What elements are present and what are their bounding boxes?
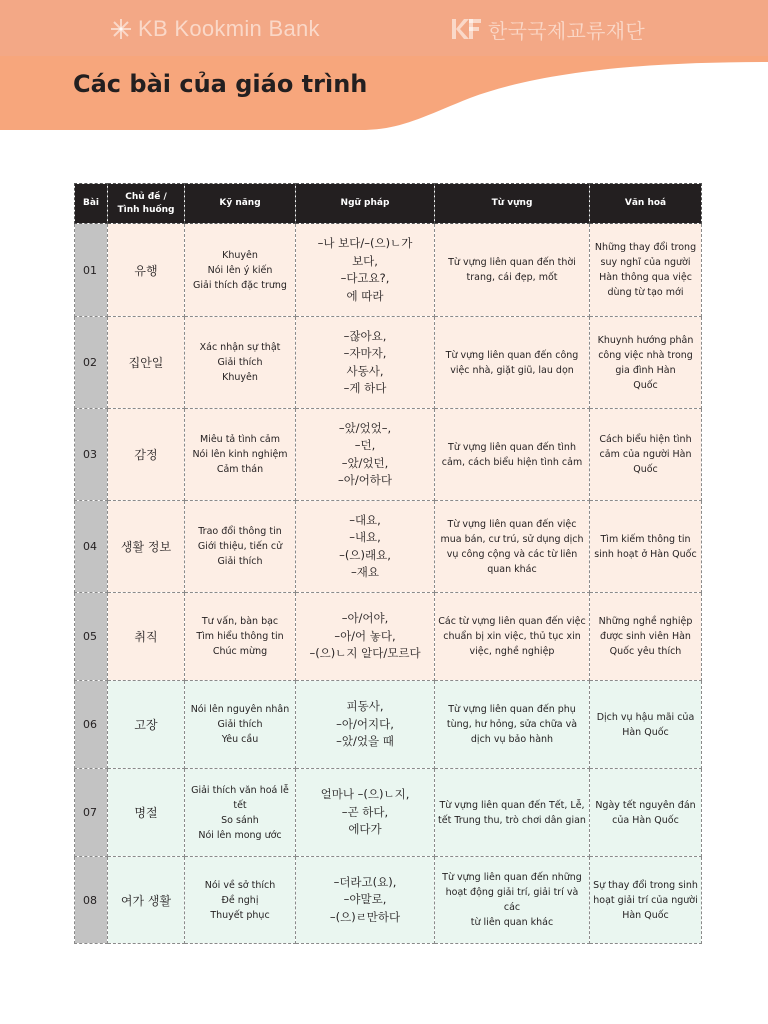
culture-line: gia đình Hàn <box>615 364 676 376</box>
grammar-line: 보다, <box>352 253 378 268</box>
vocab-line: việc nhà, giặt giũ, lau dọn <box>450 364 574 376</box>
kb-kookmin-bank-logo <box>110 14 320 44</box>
skill-line: Nói lên kinh nghiệm <box>192 449 288 460</box>
grammar-line: –아/어지다, <box>336 716 394 731</box>
lesson-vocab <box>435 224 590 317</box>
skill-line: Nói về sở thích <box>204 879 276 891</box>
skill-line: Trao đổi thông tin <box>198 526 282 537</box>
grammar-line: –대요, <box>349 512 381 527</box>
vocab-line: Từ vựng liên quan đến việc <box>447 518 577 530</box>
vocab-line: dịch vụ bảo hành <box>470 734 554 745</box>
vocab-line: Từ vựng liên quan đến những <box>442 872 582 883</box>
vocab-line: từ liên quan khác <box>470 917 554 928</box>
lesson-skills <box>185 224 296 317</box>
lesson-grammar <box>296 681 435 769</box>
grammar-line: –잖아요, <box>343 328 387 343</box>
table-row <box>75 224 702 317</box>
grammar-line: –내요, <box>349 530 381 544</box>
culture-line: suy nghĩ của người <box>600 257 691 268</box>
lesson-skills <box>185 857 296 944</box>
lesson-topic: 고장 <box>108 681 185 769</box>
lesson-skills <box>185 501 296 593</box>
vocab-line: tết Trung thu, trò chơi dân gian <box>438 814 586 826</box>
skill-line: Giới thiệu, tiến cử <box>197 541 283 552</box>
lesson-vocab <box>435 593 590 681</box>
col-culture-header: Văn hoá <box>590 184 702 224</box>
skill-line: Giải thích <box>217 556 263 567</box>
col-lesson-header: Bài <box>75 184 108 224</box>
col-skills-header: Kỹ năng <box>185 184 296 224</box>
table-row <box>75 501 702 593</box>
grammar-line: –(으)래요, <box>339 547 391 562</box>
culture-line: dùng từ tạo mới <box>607 287 684 298</box>
col-topic-header <box>108 184 185 224</box>
lesson-culture <box>590 593 702 681</box>
lesson-topic: 명절 <box>108 769 185 857</box>
lesson-table <box>74 183 702 944</box>
table-header-row <box>75 184 702 224</box>
lesson-number: 06 <box>75 681 108 769</box>
lesson-number: 08 <box>75 857 108 944</box>
lesson-topic: 감정 <box>108 409 185 501</box>
vocab-line: trang, cái đẹp, mốt <box>466 272 558 283</box>
grammar-line: 에다가 <box>348 822 382 837</box>
col-vocab-header: Từ vựng <box>435 184 590 224</box>
vocab-line: mua bán, cư trú, sử dụng dịch <box>440 533 584 545</box>
lesson-culture <box>590 409 702 501</box>
lesson-skills <box>185 593 296 681</box>
grammar-line: –았/었던, <box>341 455 389 470</box>
culture-line: Quốc <box>633 464 658 475</box>
vocab-line: Từ vựng liên quan đến Tết, Lễ, <box>439 799 585 811</box>
skill-line: Cảm thán <box>216 464 264 475</box>
grammar-line: –게 하다 <box>343 381 387 395</box>
table-row <box>75 681 702 769</box>
lesson-topic: 생활 정보 <box>108 501 185 593</box>
lesson-topic: 유행 <box>108 224 185 317</box>
lesson-topic: 취직 <box>108 593 185 681</box>
table-row <box>75 769 702 857</box>
grammar-line: –야말로, <box>343 892 387 907</box>
culture-line: Hàn thông qua việc <box>599 272 692 283</box>
vocab-line: Từ vựng liên quan đến thời <box>448 257 576 268</box>
culture-line: được sinh viên Hàn <box>600 631 691 642</box>
culture-line: công việc nhà trong <box>598 349 693 361</box>
culture-line: Quốc <box>633 379 658 391</box>
vocab-line: chuẩn bị xin việc, thủ tục xin <box>443 631 581 642</box>
lesson-grammar <box>296 224 435 317</box>
culture-line: Khuynh hướng phân <box>597 334 694 346</box>
grammar-line: –재요 <box>351 565 379 579</box>
lesson-vocab <box>435 769 590 857</box>
lesson-skills <box>185 409 296 501</box>
grammar-line: –더라고(요), <box>333 874 397 889</box>
lesson-vocab <box>435 409 590 501</box>
culture-line: Hàn Quốc <box>622 909 669 921</box>
grammar-line: –다고요?, <box>340 271 390 285</box>
skill-line: Yêu cầu <box>221 734 259 745</box>
lesson-culture <box>590 224 702 317</box>
skill-line: tết <box>233 799 247 811</box>
table-row <box>75 593 702 681</box>
vocab-line: việc, nghề nghiệp <box>469 646 555 657</box>
skill-line: Đề nghị <box>221 894 259 906</box>
kf-foundation-logo <box>452 14 645 44</box>
vocab-line: Các từ vựng liên quan đến việc <box>438 616 586 627</box>
culture-line: Những thay đổi trong <box>594 242 697 253</box>
culture-line: Quốc yêu thích <box>609 646 682 657</box>
skill-line: Giải thích văn hoá lễ <box>191 784 289 796</box>
lesson-vocab <box>435 317 590 409</box>
skill-line: Nói lên nguyên nhân <box>190 704 290 715</box>
vocab-line: tùng, hư hỏng, sửa chữa và <box>446 719 578 730</box>
grammar-line: –아/어하다 <box>337 473 393 487</box>
culture-line: Dịch vụ hậu mãi của <box>596 711 695 723</box>
lesson-vocab <box>435 681 590 769</box>
skill-line: Chúc mừng <box>212 646 268 657</box>
vocab-line: Từ vựng liên quan đến tình <box>448 441 576 453</box>
skill-line: Tìm hiểu thông tin <box>196 631 284 642</box>
grammar-line: –(으)ㄴ지 알다/모르다 <box>309 646 421 661</box>
lesson-skills <box>185 317 296 409</box>
grammar-line: –(으)ㄹ만하다 <box>329 909 401 924</box>
culture-line: Những nghề nghiệp <box>598 616 693 627</box>
vocab-line: vụ công cộng và các từ liên <box>446 548 578 560</box>
lesson-number: 05 <box>75 593 108 681</box>
skill-line: Nói lên ý kiến <box>207 264 273 276</box>
grammar-line: –아/어 놓다, <box>334 628 396 643</box>
skill-line: So sánh <box>221 814 259 826</box>
skill-line: Giải thích đặc trưng <box>193 279 287 291</box>
vocab-line: hoạt động giải trí, giải trí và các <box>445 887 579 913</box>
skill-line: Thuyết phục <box>210 909 270 921</box>
grammar-line: –나 보다/–(으)ㄴ가 <box>317 236 413 250</box>
vocab-line: Từ vựng liên quan đến phụ <box>448 704 576 715</box>
kf-mark-icon <box>452 18 482 40</box>
col-topic-header-line: Tình huống <box>117 204 175 215</box>
vocab-line: Từ vựng liên quan đến công <box>445 349 579 361</box>
lesson-grammar <box>296 857 435 944</box>
brand-right-text: 한국국제교류재단 <box>488 20 645 43</box>
lesson-skills <box>185 681 296 769</box>
skill-line: Khuyên <box>222 249 258 261</box>
brand-left-text: KB Kookmin Bank <box>138 16 320 41</box>
grammar-line: –았/었었–, <box>338 420 392 435</box>
lesson-grammar <box>296 409 435 501</box>
lesson-culture <box>590 769 702 857</box>
grammar-line: –았/었을 때 <box>336 734 394 749</box>
skill-line: Miêu tả tình cảm <box>199 434 280 445</box>
skill-line: Xác nhận sự thật <box>199 342 281 353</box>
grammar-line: –자마자, <box>343 346 387 360</box>
lesson-topic: 여가 생활 <box>108 857 185 944</box>
lesson-skills <box>185 769 296 857</box>
lesson-number: 04 <box>75 501 108 593</box>
culture-line: Cách biểu hiện tình <box>599 434 692 445</box>
col-topic-header-line: Chủ đề / <box>125 191 167 202</box>
lesson-vocab <box>435 501 590 593</box>
skill-line: Giải thích <box>217 719 263 730</box>
lesson-number: 01 <box>75 224 108 317</box>
lesson-grammar <box>296 769 435 857</box>
skill-line: Giải thích <box>217 357 263 368</box>
vocab-line: quan khác <box>487 563 537 575</box>
culture-line: Tìm kiếm thông tin <box>600 533 691 545</box>
lesson-grammar <box>296 317 435 409</box>
culture-line: hoạt giải trí của người <box>593 894 698 906</box>
table-row <box>75 317 702 409</box>
culture-line: Ngày tết nguyên đán <box>595 799 696 811</box>
grammar-line: 사동사, <box>346 363 384 378</box>
culture-line: cảm của người Hàn <box>599 449 692 460</box>
culture-line: sinh hoạt ở Hàn Quốc <box>594 548 697 560</box>
grammar-line: 에 따라 <box>346 288 384 303</box>
culture-line: Sự thay đổi trong sinh <box>593 879 698 891</box>
culture-line: của Hàn Quốc <box>612 814 679 826</box>
lesson-culture <box>590 857 702 944</box>
skill-line: Nói lên mong ước <box>198 829 282 841</box>
skill-line: Tư vấn, bàn bạc <box>201 616 279 627</box>
grammar-line: –아/어야, <box>341 611 389 626</box>
lesson-grammar <box>296 501 435 593</box>
col-grammar-header: Ngữ pháp <box>296 184 435 224</box>
lesson-number: 02 <box>75 317 108 409</box>
lesson-vocab <box>435 857 590 944</box>
table-row <box>75 857 702 944</box>
table-row <box>75 409 702 501</box>
lesson-culture <box>590 501 702 593</box>
grammar-line: 피동사, <box>346 699 384 714</box>
page-title: Các bài của giáo trình <box>73 70 368 98</box>
lesson-culture <box>590 681 702 769</box>
lesson-grammar <box>296 593 435 681</box>
lesson-culture <box>590 317 702 409</box>
lesson-number: 03 <box>75 409 108 501</box>
lesson-number: 07 <box>75 769 108 857</box>
grammar-line: 얼마나 –(으)ㄴ지, <box>320 787 410 802</box>
grammar-line: –던, <box>354 438 376 452</box>
grammar-line: –곤 하다, <box>341 804 389 819</box>
culture-line: Hàn Quốc <box>622 726 669 738</box>
vocab-line: cảm, cách biểu hiện tình cảm <box>441 456 583 468</box>
skill-line: Khuyên <box>222 372 258 383</box>
star-logo-icon <box>110 18 132 40</box>
lesson-topic: 집안일 <box>108 317 185 409</box>
